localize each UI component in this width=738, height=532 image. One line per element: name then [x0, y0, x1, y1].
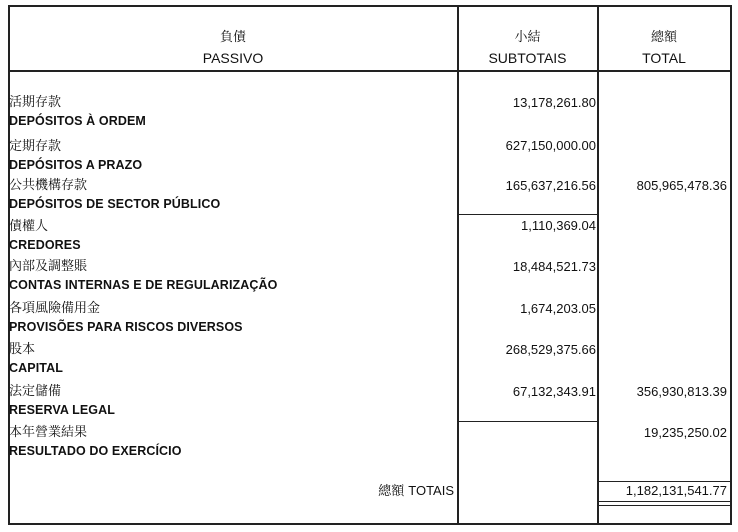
subtotal-group-rule-1: [457, 214, 598, 215]
row-label-pt: DEPÓSITOS DE SECTOR PÚBLICO: [9, 197, 221, 211]
row-subtotal: 1,674,203.05: [520, 301, 596, 316]
row-subtotal: 67,132,343.91: [512, 384, 596, 399]
row-label-zh: 活期存款: [9, 95, 62, 110]
row-label-zh: 法定儲備: [9, 384, 62, 399]
row-subtotal: 1,110,369.04: [521, 218, 596, 233]
row-label-zh: 股本: [9, 342, 36, 357]
row-subtotal: 268,529,375.66: [505, 342, 596, 357]
row-label-pt: CONTAS INTERNAS E DE REGULARIZAÇÃO: [9, 278, 278, 292]
column-divider-subtotals: [457, 5, 459, 525]
frame-top: [8, 5, 731, 7]
header-rule: [8, 70, 731, 72]
header-liabilities-pt: PASSIVO: [202, 50, 264, 66]
row-label-pt: DEPÓSITOS À ORDEM: [9, 114, 146, 128]
row-label-pt: CAPITAL: [9, 361, 63, 375]
header-subtotals-pt: SUBTOTAIS: [488, 50, 567, 66]
row-label: [9, 340, 63, 376]
row-label-pt: CREDORES: [9, 238, 81, 252]
header-total-zh: 總額: [650, 30, 677, 45]
totais-label: [378, 483, 454, 500]
row-subtotal: 13,178,261.80: [512, 95, 596, 110]
header-total: [598, 28, 730, 68]
subtotal-group-rule-2: [457, 421, 598, 422]
row-label-zh: 公共機構存款: [9, 178, 88, 193]
row-subtotal: 627,150,000.00: [505, 138, 596, 153]
row-subtotal: 18,484,521.73: [512, 259, 596, 274]
header-subtotals-zh: 小結: [514, 30, 541, 45]
row-total: 356,930,813.39: [636, 384, 727, 399]
row-label: [9, 176, 220, 212]
header-liabilities-zh: 負債: [219, 30, 246, 45]
grand-total-value: 1,182,131,541.77: [625, 483, 727, 498]
totais-label-pt: TOTAIS: [408, 483, 454, 498]
column-divider-total: [597, 5, 599, 525]
row-label-zh: 債權人: [9, 219, 49, 234]
frame-bottom: [8, 523, 731, 525]
row-label: [9, 217, 81, 253]
row-subtotal: 165,637,216.56: [505, 178, 596, 193]
row-label-zh: 定期存款: [9, 139, 62, 154]
row-label: [9, 93, 146, 129]
row-label-zh: 本年營業結果: [9, 425, 88, 440]
row-label: [9, 257, 277, 293]
header-subtotals: [458, 28, 597, 68]
header-total-pt: TOTAL: [642, 50, 686, 66]
row-label-zh: 各項風險備用金: [9, 301, 101, 316]
row-label-pt: DEPÓSITOS A PRAZO: [9, 158, 143, 172]
grand-total-rule-top: [597, 481, 731, 482]
row-total: 19,235,250.02: [643, 425, 727, 440]
row-label: [9, 137, 142, 173]
totais-label-zh: 總額: [378, 484, 405, 499]
grand-total-rule-bottom: [597, 505, 731, 506]
row-total: 805,965,478.36: [636, 178, 727, 193]
frame-right: [730, 5, 732, 525]
row-label-pt: RESERVA LEGAL: [9, 403, 115, 417]
row-label-pt: RESULTADO DO EXERCÍCIO: [9, 444, 182, 458]
grand-total-rule-mid: [597, 501, 731, 502]
header-liabilities: [9, 28, 457, 68]
row-label: [9, 299, 243, 335]
row-label: [9, 382, 115, 418]
row-label-zh: 內部及調整賬: [9, 259, 88, 274]
row-label: [9, 423, 182, 459]
row-label-pt: PROVISÕES PARA RISCOS DIVERSOS: [9, 320, 243, 334]
